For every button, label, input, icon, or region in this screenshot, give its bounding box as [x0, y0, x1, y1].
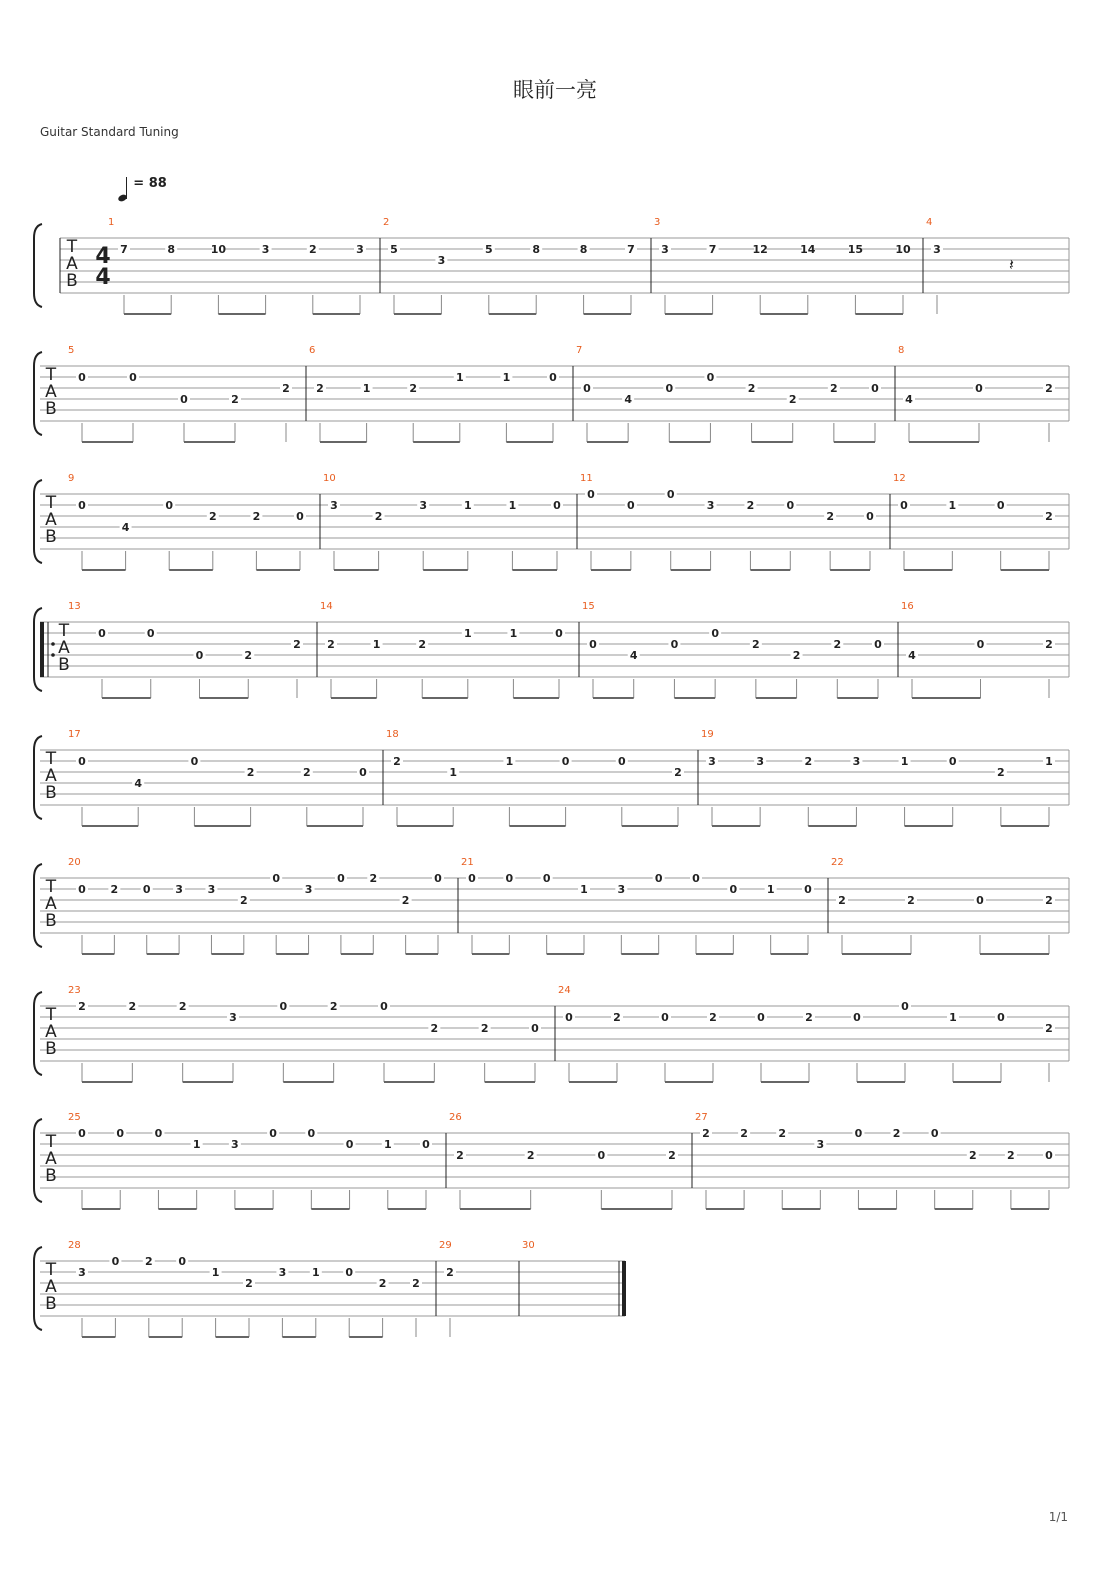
- fret-number: 3: [419, 499, 428, 512]
- tab-letter: T: [58, 621, 70, 641]
- fret-number: 0: [670, 638, 679, 651]
- measure-number: 1: [108, 217, 115, 228]
- tab-letter: B: [58, 655, 70, 675]
- fret-number: 0: [422, 1138, 430, 1151]
- fret-number: 1: [900, 755, 909, 768]
- fret-number: 0: [930, 1127, 939, 1140]
- measure-number: 2: [383, 217, 390, 228]
- tab-letter: T: [45, 365, 57, 385]
- fret-number: 3: [852, 755, 861, 768]
- fret-number: 2: [804, 755, 813, 768]
- fret-number: 2: [293, 638, 301, 651]
- fret-number: 2: [826, 510, 834, 523]
- tab-system: [34, 1112, 1069, 1209]
- measure-number: 22: [831, 857, 844, 868]
- fret-number: 2: [968, 1149, 977, 1162]
- fret-number: 0: [597, 1149, 606, 1162]
- fret-number: 0: [129, 371, 137, 384]
- tab-letter: B: [45, 1039, 57, 1059]
- fret-number: 7: [120, 243, 128, 256]
- tab-system: [34, 985, 1069, 1082]
- fret-number: 10: [210, 243, 227, 256]
- measure-number: 28: [68, 1240, 81, 1251]
- fret-number: 1: [1045, 755, 1053, 768]
- measure-number: 23: [68, 985, 81, 996]
- fret-number: 3: [229, 1011, 237, 1024]
- fret-number: 1: [508, 499, 517, 512]
- fret-number: 3: [756, 755, 764, 768]
- fret-number: 3: [708, 755, 716, 768]
- fret-number: 1: [505, 755, 514, 768]
- fret-number: 2: [674, 766, 682, 779]
- time-signature-bottom: 4: [95, 265, 111, 290]
- fret-number: 3: [304, 883, 313, 896]
- fret-number: 2: [231, 393, 239, 406]
- fret-number: 4: [629, 649, 638, 662]
- fret-number: 0: [531, 1022, 539, 1035]
- tab-letter: A: [45, 1149, 57, 1169]
- system-bracket: [34, 1247, 42, 1330]
- fret-number: 3: [78, 1266, 86, 1279]
- fret-number: 0: [553, 499, 561, 512]
- tab-letter: A: [45, 766, 57, 786]
- measure-number: 7: [576, 345, 583, 356]
- fret-number: 0: [190, 755, 199, 768]
- fret-number: 2: [252, 510, 261, 523]
- tab-letter: A: [45, 382, 57, 402]
- fret-number: 0: [900, 499, 908, 512]
- measure-number: 29: [439, 1240, 452, 1251]
- fret-number: 1: [449, 766, 458, 779]
- fret-number: 0: [78, 499, 86, 512]
- fret-number: 0: [706, 371, 715, 384]
- fret-number: 0: [165, 499, 174, 512]
- fret-number: 0: [874, 638, 882, 651]
- fret-number: 0: [78, 755, 86, 768]
- tab-letter: T: [45, 1005, 57, 1025]
- fret-number: 2: [393, 755, 401, 768]
- measure-number: 15: [582, 601, 595, 612]
- fret-number: 4: [908, 649, 916, 662]
- fret-number: 8: [532, 243, 541, 256]
- fret-number: 2: [792, 649, 801, 662]
- fret-number: 2: [752, 638, 760, 651]
- fret-number: 1: [580, 883, 588, 896]
- measure-number: 10: [323, 473, 336, 484]
- tab-letter: A: [45, 1022, 57, 1042]
- fret-number: 4: [624, 393, 632, 406]
- fret-number: 2: [1045, 510, 1053, 523]
- fret-number: 0: [359, 766, 367, 779]
- fret-number: 2: [239, 894, 248, 907]
- fret-number: 3: [706, 499, 715, 512]
- fret-number: 2: [456, 1149, 464, 1162]
- fret-number: 0: [178, 1255, 187, 1268]
- fret-number: 0: [146, 627, 155, 640]
- fret-number: 1: [463, 627, 472, 640]
- fret-number: 2: [245, 1277, 253, 1290]
- fret-number: 0: [853, 1011, 861, 1024]
- fret-number: 0: [337, 872, 345, 885]
- fret-number: 3: [933, 243, 941, 256]
- fret-number: 0: [78, 883, 86, 896]
- fret-number: 2: [282, 382, 290, 395]
- score-title: 眼前一亮: [513, 78, 597, 102]
- fret-number: 0: [654, 872, 663, 885]
- fret-number: 3: [231, 1138, 239, 1151]
- fret-number: 1: [192, 1138, 201, 1151]
- system-bracket: [34, 992, 42, 1075]
- measure-number: 16: [901, 601, 914, 612]
- fret-number: 1: [383, 1138, 392, 1151]
- tab-system: [34, 217, 1069, 314]
- fret-number: 0: [380, 1000, 388, 1013]
- fret-number: 2: [747, 382, 756, 395]
- measure-number: 3: [654, 217, 661, 228]
- fret-number: 3: [661, 243, 669, 256]
- fret-number: 0: [561, 755, 570, 768]
- system-bracket: [34, 736, 42, 819]
- fret-number: 0: [345, 1266, 354, 1279]
- tab-letter: B: [45, 783, 57, 803]
- fret-number: 0: [78, 1127, 86, 1140]
- fret-number: 10: [895, 243, 911, 256]
- fret-number: 3: [278, 1266, 287, 1279]
- fret-number: 0: [976, 894, 984, 907]
- fret-number: 7: [708, 243, 717, 256]
- fret-number: 2: [526, 1149, 535, 1162]
- fret-number: 2: [709, 1011, 717, 1024]
- fret-number: 2: [110, 883, 119, 896]
- fret-number: 2: [907, 894, 915, 907]
- tab-letter: T: [45, 749, 57, 769]
- fret-number: 1: [948, 499, 957, 512]
- fret-number: 2: [244, 649, 253, 662]
- tab-letter: A: [45, 1277, 57, 1297]
- fret-number: 0: [195, 649, 204, 662]
- fret-number: 3: [816, 1138, 825, 1151]
- final-barline-thick: [622, 1261, 626, 1316]
- measure-number: 17: [68, 729, 81, 740]
- fret-number: 0: [307, 1127, 316, 1140]
- fret-number: 0: [142, 883, 151, 896]
- fret-number: 2: [369, 872, 378, 885]
- fret-number: 0: [665, 382, 674, 395]
- fret-number: 0: [948, 755, 957, 768]
- fret-number: 3: [617, 883, 626, 896]
- system-bracket: [34, 480, 42, 563]
- fret-number: 1: [766, 883, 775, 896]
- fret-number: 0: [617, 755, 626, 768]
- measure-number: 13: [68, 601, 81, 612]
- repeat-dot: [51, 653, 55, 657]
- fret-number: 1: [311, 1266, 320, 1279]
- fret-number: 0: [98, 627, 106, 640]
- fret-number: 0: [729, 883, 738, 896]
- fret-number: 0: [901, 1000, 909, 1013]
- time-signature-top: 4: [95, 244, 111, 269]
- fret-number: 0: [296, 510, 304, 523]
- measure-number: 25: [68, 1112, 81, 1123]
- fret-number: 15: [847, 243, 864, 256]
- system-bracket: [34, 224, 42, 307]
- fret-number: 12: [752, 243, 768, 256]
- fret-number: 0: [871, 382, 879, 395]
- fret-number: 4: [905, 393, 913, 406]
- fret-number: 0: [757, 1011, 765, 1024]
- fret-number: 2: [302, 766, 311, 779]
- fret-number: 2: [329, 1000, 338, 1013]
- fret-number: 2: [430, 1022, 439, 1035]
- fret-number: 3: [175, 883, 183, 896]
- fret-number: 2: [830, 382, 838, 395]
- fret-number: 4: [121, 521, 130, 534]
- tab-letter: B: [66, 271, 78, 291]
- fret-number: 2: [208, 510, 217, 523]
- tab-system: [34, 345, 1069, 442]
- fret-number: 0: [975, 382, 983, 395]
- fret-number: 8: [579, 243, 588, 256]
- measure-number: 18: [386, 729, 399, 740]
- repeat-bar-thick: [40, 622, 44, 677]
- tab-letter: A: [58, 638, 70, 658]
- fret-number: 1: [372, 638, 381, 651]
- tab-letter: T: [45, 1260, 57, 1280]
- fret-number: 1: [463, 499, 472, 512]
- tab-letter: B: [45, 911, 57, 931]
- fret-number: 2: [702, 1127, 710, 1140]
- fret-number: 0: [583, 382, 591, 395]
- fret-number: 0: [711, 627, 719, 640]
- measure-number: 6: [309, 345, 316, 356]
- measure-number: 30: [522, 1240, 535, 1251]
- fret-number: 2: [446, 1266, 454, 1279]
- tab-letter: T: [45, 877, 57, 897]
- fret-number: 1: [502, 371, 511, 384]
- tab-system: [34, 729, 1069, 826]
- system-bracket: [34, 864, 42, 947]
- fret-number: 0: [279, 1000, 288, 1013]
- fret-number: 0: [555, 627, 563, 640]
- fret-number: 2: [833, 638, 842, 651]
- system-bracket: [34, 1119, 42, 1202]
- fret-number: 2: [788, 393, 797, 406]
- tab-letter: T: [45, 1132, 57, 1152]
- measure-number: 4: [926, 217, 933, 228]
- fret-number: 2: [1045, 1022, 1053, 1035]
- system-bracket: [34, 352, 42, 435]
- fret-number: 2: [778, 1127, 787, 1140]
- fret-number: 2: [740, 1127, 748, 1140]
- measure-number: 20: [68, 857, 81, 868]
- fret-number: 2: [892, 1127, 901, 1140]
- fret-number: 2: [1045, 894, 1053, 907]
- measure-number: 27: [695, 1112, 708, 1123]
- fret-number: 0: [661, 1011, 669, 1024]
- fret-number: 2: [316, 382, 324, 395]
- tempo-value: = 88: [133, 176, 167, 191]
- fret-number: 0: [542, 872, 551, 885]
- fret-number: 0: [786, 499, 795, 512]
- fret-number: 0: [549, 371, 557, 384]
- fret-number: 1: [949, 1011, 957, 1024]
- fret-number: 2: [480, 1022, 489, 1035]
- tab-letter: B: [45, 1166, 57, 1186]
- fret-number: 2: [668, 1149, 676, 1162]
- fret-number: 2: [409, 382, 418, 395]
- fret-number: 0: [154, 1127, 163, 1140]
- tab-letter: T: [66, 237, 78, 257]
- measure-number: 9: [68, 473, 75, 484]
- fret-number: 3: [207, 883, 216, 896]
- tab-letter: A: [66, 254, 78, 274]
- fret-number: 2: [374, 510, 383, 523]
- fret-number: 2: [746, 499, 755, 512]
- tab-letter: B: [45, 527, 57, 547]
- fret-number: 2: [418, 638, 427, 651]
- fret-number: 2: [327, 638, 335, 651]
- fret-number: 3: [437, 254, 446, 267]
- measure-number: 11: [580, 473, 593, 484]
- fret-number: 0: [434, 872, 442, 885]
- fret-number: 2: [1045, 638, 1053, 651]
- measure-number: 26: [449, 1112, 462, 1123]
- tab-system: [34, 857, 1069, 954]
- tab-letter: B: [45, 399, 57, 419]
- fret-number: 2: [805, 1011, 813, 1024]
- fret-number: 2: [378, 1277, 387, 1290]
- fret-number: 14: [800, 243, 816, 256]
- tuning-label: Guitar Standard Tuning: [40, 125, 179, 139]
- fret-number: 2: [308, 243, 317, 256]
- fret-number: 0: [589, 638, 597, 651]
- fret-number: 0: [345, 1138, 354, 1151]
- page-number: 1/1: [1048, 1510, 1068, 1524]
- fret-number: 7: [627, 243, 635, 256]
- tab-system: [34, 601, 1069, 698]
- fret-number: 0: [269, 1127, 277, 1140]
- fret-number: 0: [587, 488, 595, 501]
- quarter-rest-icon: 𝄽: [1009, 255, 1014, 274]
- measure-number: 19: [701, 729, 714, 740]
- fret-number: 2: [412, 1277, 420, 1290]
- fret-number: 3: [356, 243, 364, 256]
- measure-number: 8: [898, 345, 905, 356]
- fret-number: 0: [997, 1011, 1005, 1024]
- fret-number: 0: [627, 499, 635, 512]
- fret-number: 0: [1045, 1149, 1053, 1162]
- tab-letter: T: [45, 493, 57, 513]
- fret-number: 1: [362, 382, 371, 395]
- fret-number: 0: [468, 872, 476, 885]
- fret-number: 2: [1045, 382, 1053, 395]
- measure-number: 12: [893, 473, 906, 484]
- fret-number: 0: [692, 872, 700, 885]
- measure-number: 21: [461, 857, 474, 868]
- fret-number: 2: [144, 1255, 153, 1268]
- fret-number: 0: [565, 1011, 573, 1024]
- fret-number: 0: [111, 1255, 120, 1268]
- fret-number: 0: [854, 1127, 863, 1140]
- fret-number: 1: [211, 1266, 220, 1279]
- tab-letter: A: [45, 894, 57, 914]
- measure-number: 14: [320, 601, 333, 612]
- fret-number: 0: [180, 393, 188, 406]
- fret-number: 1: [509, 627, 518, 640]
- tab-letter: A: [45, 510, 57, 530]
- fret-number: 2: [128, 1000, 137, 1013]
- fret-number: 5: [390, 243, 398, 256]
- fret-number: 2: [246, 766, 255, 779]
- fret-number: 2: [1007, 1149, 1015, 1162]
- measure-number: 24: [558, 985, 571, 996]
- measure-number: 5: [68, 345, 75, 356]
- fret-number: 0: [272, 872, 281, 885]
- fret-number: 0: [996, 499, 1005, 512]
- fret-number: 0: [804, 883, 812, 896]
- fret-number: 1: [455, 371, 464, 384]
- repeat-dot: [51, 642, 55, 646]
- fret-number: 0: [505, 872, 514, 885]
- fret-number: 3: [261, 243, 270, 256]
- fret-number: 0: [866, 510, 874, 523]
- fret-number: 2: [401, 894, 410, 907]
- tab-system: [34, 473, 1069, 570]
- tab-system: [34, 1240, 626, 1337]
- fret-number: 0: [976, 638, 985, 651]
- fret-number: 0: [116, 1127, 125, 1140]
- fret-number: 5: [484, 243, 493, 256]
- fret-number: 3: [330, 499, 338, 512]
- fret-number: 8: [167, 243, 176, 256]
- fret-number: 2: [613, 1011, 621, 1024]
- fret-number: 2: [178, 1000, 187, 1013]
- fret-number: 2: [997, 766, 1005, 779]
- fret-number: 2: [78, 1000, 86, 1013]
- fret-number: 0: [666, 488, 675, 501]
- fret-number: 4: [134, 777, 143, 790]
- tab-letter: B: [45, 1294, 57, 1314]
- fret-number: 0: [78, 371, 86, 384]
- fret-number: 2: [838, 894, 846, 907]
